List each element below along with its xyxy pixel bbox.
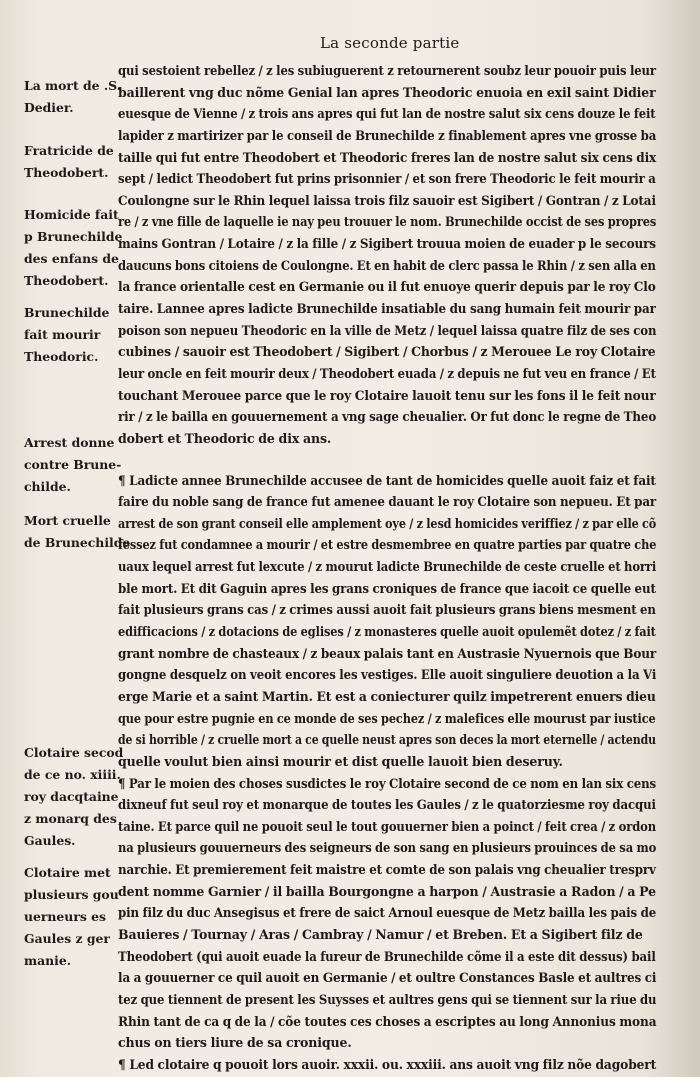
text-line: faire du noble sang de france fut amenee dauant le roy Clotaire son nepueu. Et par — [118, 494, 657, 510]
margin-note-line: p Brunechilde — [24, 229, 123, 244]
text-line: mains Gontran / Lotaire / z la fille / z Sigibert trouua moien de euader p le secours — [118, 236, 656, 252]
text-line: taire. Lannee apres ladicte Brunechilde insatiable du sang humain feit mourir par — [118, 301, 656, 317]
text-line: rir / z le bailla en gouuernement a vng sage cheualier. Or fut donc le regne de Theo — [118, 409, 657, 425]
main-text — [118, 60, 658, 1075]
text-line: fessez fut condamnee a mourir / et estre desmembree en quatre parties par quatre che — [118, 537, 657, 553]
text-line: uaux lequel arrest fut lexcute / z mourut ladicte Brunechilde de ceste cruelle et horri — [118, 559, 657, 575]
margin-note-line: Homicide fait — [24, 207, 119, 222]
text-line: taille qui fut entre Theodobert et Theodoric freres lan de nostre salut six cens dix — [118, 149, 657, 165]
margin-note — [24, 204, 123, 292]
text-line: daucuns bons citoiens de Coulongne. Et en habit de clerc passa le Rhin / z sen alla en — [118, 257, 656, 273]
margin-note — [24, 302, 120, 368]
text-line: baillerent vng duc nõme Genial lan apres Theodoric enuoia en exil saint Didier — [118, 84, 656, 100]
margin-note-line: contre Brune- — [24, 457, 122, 472]
margin-note-line: z monarq des — [24, 811, 117, 826]
text-line: qui sestoient rebellez / z les subiuguerent z retournerent soubz leur pouoir puis leur — [118, 63, 656, 78]
text-line: gongne desquelz on veoit encores les vestiges. Elle auoit singuliere deuotion a la Vi — [118, 667, 657, 683]
text-line: taine. Et parce quil ne pouoit seul le tout gouuerner bien a poinct / feit crea / z ordon — [118, 818, 657, 834]
margin-note-line: Brunechilde — [24, 305, 110, 320]
margin-note — [24, 140, 120, 184]
text-line: narchie. Et premierement feit maistre et comte de son palais vng cheualier tresprv — [118, 862, 656, 878]
margin-note-line: de ce no. xiiii. — [24, 767, 121, 782]
text-line: erge Marie et a saint Martin. Et est a coniecturer quilz impetrerent enuers dieu — [118, 688, 656, 704]
margin-note — [24, 432, 120, 498]
running-title: La seconde partie — [320, 34, 460, 52]
text-line: quelle voulut bien ainsi mourir et dist quelle lauoit bien deseruy. — [118, 753, 563, 769]
margin-note-line: fait mourir — [24, 327, 101, 342]
margin-note-line: uerneurs es — [24, 909, 106, 924]
margin-note-line: Theodoric. — [24, 349, 99, 364]
text-line: dobert et Theodoric de dix ans. — [118, 430, 332, 446]
text-line: que pour estre pugnie en ce monde de ses pechez / z malefices elle mourust par iustice — [118, 710, 656, 726]
text-line: Bauieres / Tournay / Aras / Cambray / Namur / et Breben. Et a Sigibert filz de — [118, 926, 643, 942]
text-line: ¶ Led clotaire q pouoit lors auoir. xxxii. ou. xxxiii. ans auoit vng filz nõe dagobert — [118, 1056, 657, 1072]
text-line: touchant Merouee parce que le roy Clotaire lauoit tenu sur les fons il le feit nour — [118, 387, 656, 403]
text-line: ble mort. Et dit Gaguin apres les grans croniques de france que iacoit ce quelle eut — [118, 580, 656, 596]
text-line: Coulongne sur le Rhin lequel laissa trois filz sauoir est Sigibert / Gontran / z Lotai — [118, 192, 656, 208]
text-line: na plusieurs gouuerneurs des seigneurs de son sang en plusieurs prouinces de sa mo — [118, 840, 657, 856]
margin-note-line: Clotaire met — [24, 865, 111, 880]
text-line: Theodobert (qui auoit euade la fureur de Brunechilde cõme il a este dit dessus) bail — [118, 948, 656, 964]
margin-note-line: La mort de .S. — [24, 78, 121, 93]
text-line: lapider z martirizer par le conseil de Brunechilde z finablement apres vne grosse ba — [118, 127, 657, 143]
text-line: leur oncle en feit mourir deux / Theodobert euada / z depuis ne fut veu en france / Et — [118, 365, 656, 381]
text-line: dixneuf fut seul roy et monarque de toutes les Gaules / z le quatorziesme roy dacqui — [118, 797, 656, 813]
text-line: poison son nepueu Theodoric en la ville de Metz / lequel laissa quatre filz de ses con — [118, 322, 657, 338]
text-line: de si horrible / z cruelle mort a ce quelle neust apres son deces la mort eternelle / actendu — [118, 732, 656, 748]
margin-note-line: Theodobert. — [24, 165, 109, 180]
margin-note-line: Gaules z ger — [24, 931, 110, 946]
margin-note — [24, 510, 131, 554]
text-line: ¶ Ladicte annee Brunechilde accusee de tant de homicides quelle auoit faiz et fait — [118, 472, 656, 488]
margin-note-line: Theodobert. — [24, 273, 109, 288]
margin-note-line: de Brunechilde — [24, 535, 131, 550]
margin-note-line: Mort cruelle — [24, 513, 111, 528]
margin-note-line: roy dacqtaine — [24, 789, 119, 804]
text-line: edifficacions / z dotacions de eglises / z monasteres quelle auoit opulemẽt dotez / z fait — [118, 624, 656, 640]
margin-note-line: Dedier. — [24, 100, 74, 115]
text-line: la a gouuerner ce quil auoit en Germanie / et oultre Constances Basle et aultres ci — [118, 970, 657, 986]
margin-note-line: Arrest donne — [24, 435, 115, 450]
text-line: dent nomme Garnier / il bailla Bourgongne a harpon / Austrasie a Radon / a Pe — [118, 883, 656, 899]
margin-note-line: Gaules. — [24, 833, 76, 848]
margin-note-line: Clotaire secod — [24, 745, 124, 760]
margin-note — [24, 742, 124, 852]
text-line: fait plusieurs grans cas / z crimes aussi auoit fait plusieurs grans biens mesment en — [118, 602, 656, 618]
text-line: ¶ Par le moien des choses susdictes le roy Clotaire second de ce nom en lan six cens — [118, 775, 657, 791]
text-line: sept / ledict Theodobert fut prins prisonnier / et son frere Theodoric le feit mourir a — [118, 171, 656, 187]
text-line: la france orientalle cest en Germanie ou il fut enuoye querir depuis par le roy Clo — [118, 279, 656, 295]
margin-note — [24, 75, 120, 119]
margin-note-line: des enfans de — [24, 251, 119, 266]
text-line: grant nombre de chasteaux / z beaux palais tant en Austrasie Nyuernois que Bour — [118, 645, 657, 661]
text-line: chus on tiers liure de sa cronique. — [118, 1035, 352, 1051]
margin-note-line: plusieurs gou — [24, 887, 119, 902]
text-line: pin filz du duc Ansegisus et frere de saict Arnoul euesque de Metz bailla les pais de — [118, 905, 657, 921]
margin-note — [24, 862, 120, 972]
text-line — [118, 450, 656, 470]
margin-note-line: childe. — [24, 479, 71, 494]
text-line: re / z vne fille de laquelle ie nay peu trouuer le nom. Brunechilde occist de ses propres — [118, 214, 657, 230]
margin-note-line: Fratricide de — [24, 143, 114, 158]
text-line: arrest de son grant conseil elle amplement oye / z lesd homicides veriffiez / z par elle cõ — [118, 515, 657, 531]
margin-note-line: manie. — [24, 953, 72, 968]
text-line: cubines / sauoir est Theodobert / Sigibert / Chorbus / z Merouee Le roy Clotaire — [118, 344, 656, 360]
text-line: euesque de Vienne / z trois ans apres qui fut lan de nostre salut six cens douze le feit — [118, 106, 656, 122]
text-line: tez que tiennent de present les Suysses et aultres gens qui se tiennent sur la riue du — [118, 991, 657, 1007]
text-line: Rhin tant de ca q de la / cõe toutes ces choses a escriptes au long Annonius mona — [118, 1013, 657, 1029]
